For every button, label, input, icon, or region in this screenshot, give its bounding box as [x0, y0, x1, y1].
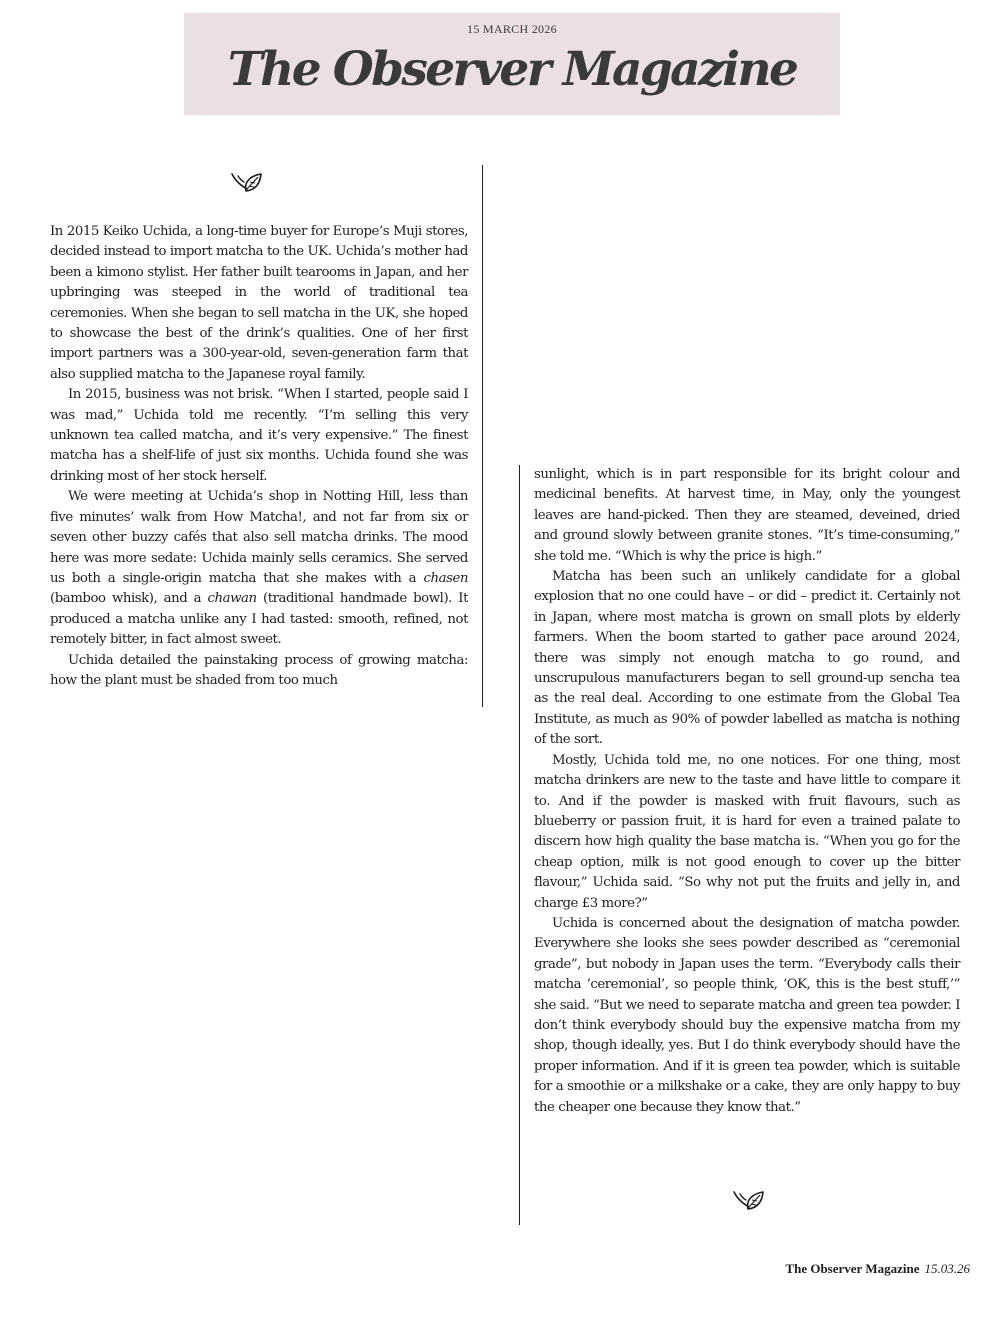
- term-chasen: chasen: [423, 570, 468, 586]
- masthead: [184, 13, 840, 115]
- paragraph: In 2015, business was not brisk. “When I started, people said I was mad,” Uchida told me recently. “I’m selling this very unknown tea called matcha, and it’s very expensive.” The finest matcha has a shelf-life of just six months. Uchida found she was drinking most of her stock herself.: [50, 387, 468, 484]
- paragraph: Matcha has been such an unlikely candidate for a global explosion that no one could have – or did – predict it. Certainly not in Japan, where most matcha is grown on small plots by elderly farmers. When the boom started to gather pace around 2024, there was simply not enough matcha to go round, and unscrupulous manufacturers began to sell ground-up sencha tea as the real deal. According to one estimate from the Global Tea Institute, as much as 90% of powder labelled as matcha is nothing of the sort.: [534, 569, 960, 748]
- paragraph: Mostly, Uchida told me, no one notices. For one thing, most matcha drinkers are new to the taste and have little to compare it to. And if the powder is masked with fruit flavours, such as blueberry or passion fruit, it is hard for even a trained palate to discern how high quality the base matcha is. “When you go for the cheap option, milk is not good enough to cover up the bitter flavour,” Uchida said. “So why not put the fruits and jelly in, and charge £3 more?”: [534, 752, 960, 911]
- paragraph-text: (traditional handmade bowl). It produced a matcha unlike any I had tasted: smooth, refined, not remotely bitter, in fact almost sweet.: [50, 591, 468, 648]
- paragraph: [50, 487, 468, 650]
- footer-date: 15.03.26: [924, 1261, 970, 1276]
- page-footer: [785, 1261, 970, 1277]
- paragraph: Uchida is concerned about the designation of matcha powder. Everywhere she looks she sees powder described as “ceremonial grade”, but nobody in Japan uses the term. “Everybody calls their matcha ‘ceremonial’, so people think, ‘OK, this is the best stuff,’” she said. “But we need to separate matcha and green tea powder. I don’t think everybody should buy the expensive matcha from my shop, though ideally, yes. But I do think everybody should have the proper information. And if it is green tea powder, which is suitable for a smoothie or a milkshake or a cake, they are only happy to buy the cheaper one because they know that.”: [534, 915, 960, 1115]
- article-column-2: [534, 465, 960, 1118]
- paragraph-text: (bamboo whisk), and a: [50, 591, 208, 607]
- issue-date: 15 MARCH 2026: [467, 22, 557, 36]
- column-rule: [482, 165, 483, 707]
- article-column-1: [50, 222, 468, 691]
- paragraph: Uchida detailed the painstaking process of growing matcha: how the plant must be shaded from too much: [50, 652, 468, 688]
- paragraph: sunlight, which is in part responsible for its bright colour and medicinal benefits. At harvest time, in May, only the youngest leaves are hand-picked. Then they are steamed, deveined, dried and ground slowly between granite stones. “It’s time-consuming,” she told me. “Which is why the price is high.”: [534, 467, 960, 564]
- leaf-divider-icon: [229, 170, 263, 194]
- term-chawan: chawan: [207, 591, 257, 607]
- leaf-divider-icon: [731, 1188, 765, 1212]
- paragraph: In 2015 Keiko Uchida, a long-time buyer for Europe’s Muji stores, decided instead to import matcha to the UK. Uchida’s mother had been a kimono stylist. Her father built tearooms in Japan, and her upbringing was steeped in the world of traditional tea ceremonies. When she began to sell matcha in the UK, she hoped to showcase the best of the drink’s qualities. One of her first import partners was a 300-year-old, seven-generation farm that also supplied matcha to the Japanese royal family.: [50, 224, 468, 382]
- footer-publication: The Observer Magazine: [785, 1261, 920, 1276]
- column-rule: [519, 465, 520, 1225]
- magazine-title: The Observer Magazine: [227, 42, 797, 97]
- paragraph-text: We were meeting at Uchida’s shop in Notting Hill, less than five minutes’ walk from How Matcha!, and not far from six or seven other buzzy cafés that also sell matcha drinks. The mood here was more sedate: Uchida mainly sells ceramics. She served us both a single-origin matcha that she makes with a: [50, 489, 468, 586]
